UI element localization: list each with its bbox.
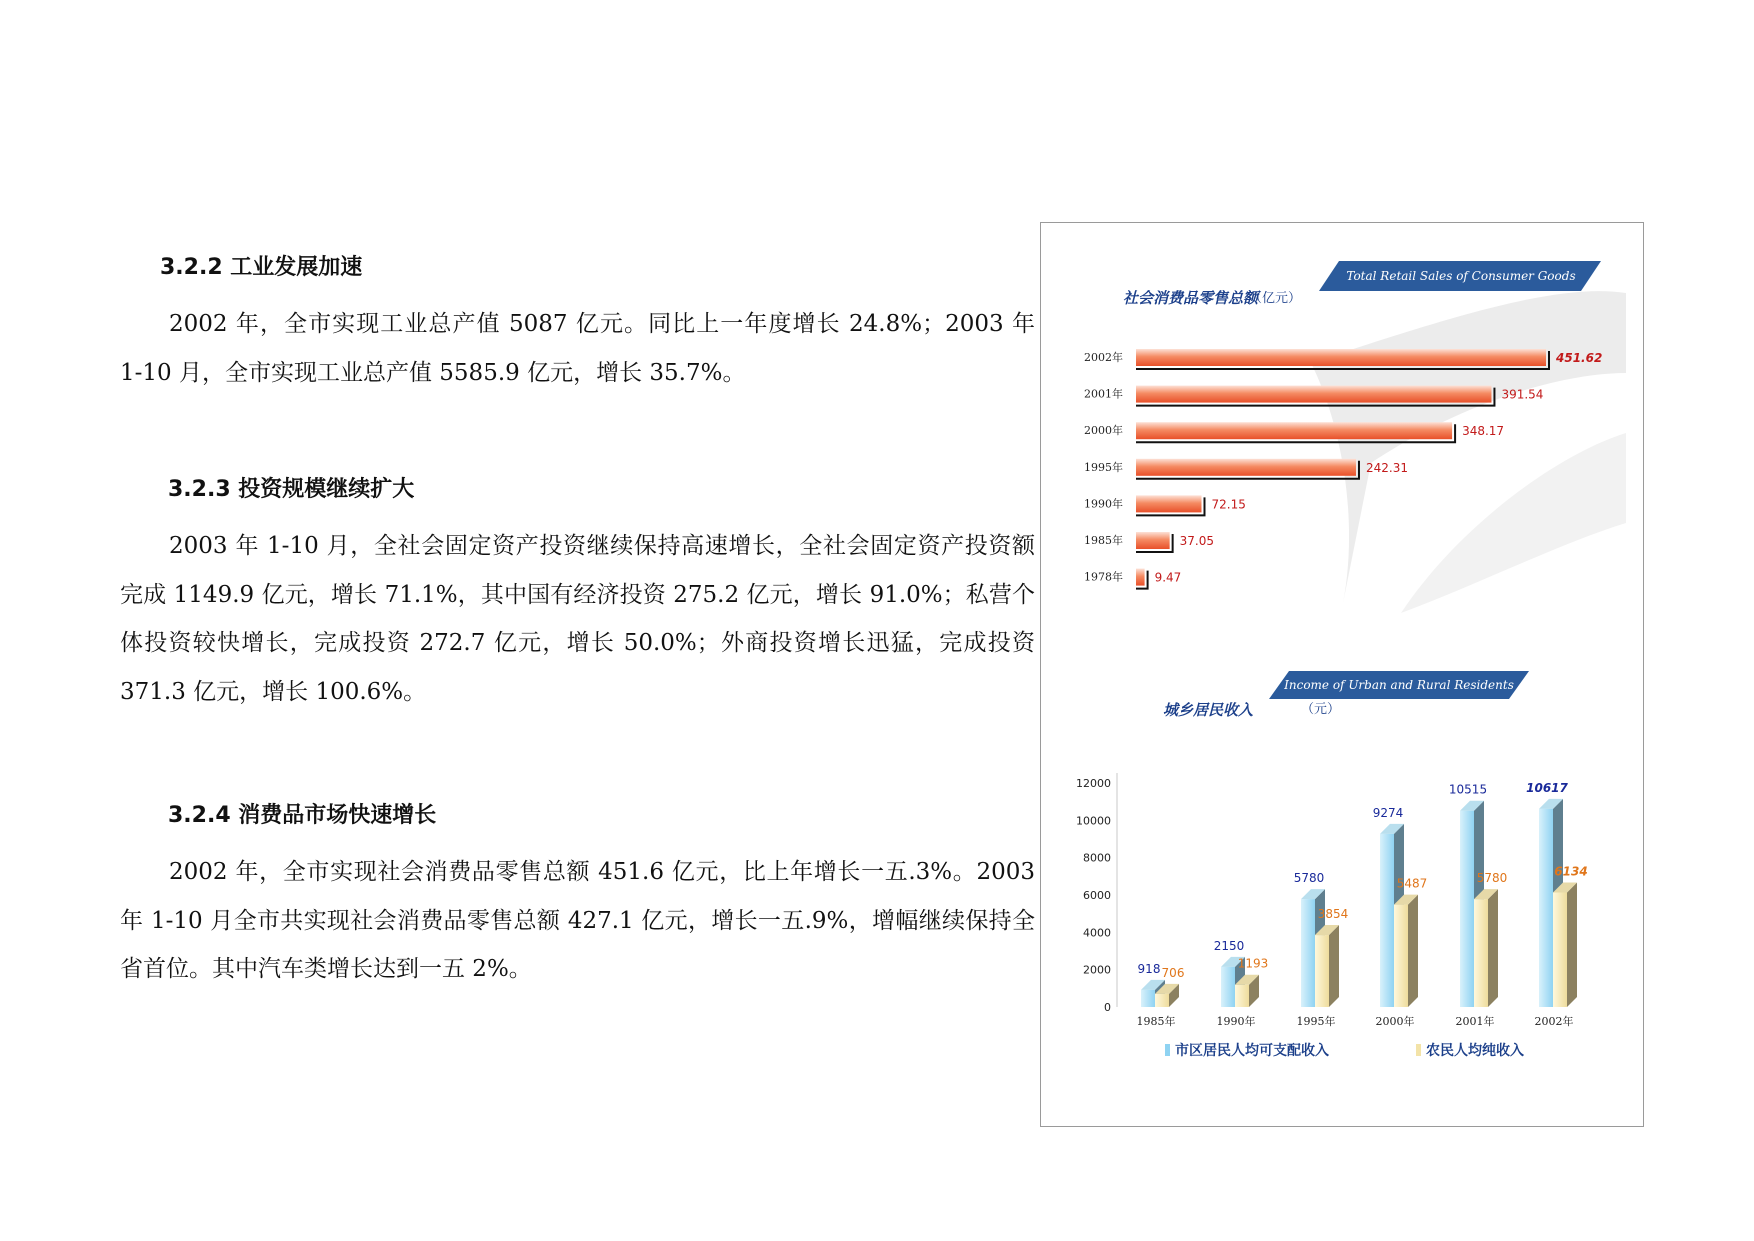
urban-income-value-label: 918: [1137, 961, 1161, 976]
income-y-tick-label: 10000: [1076, 814, 1111, 828]
income-unit: （元）: [1301, 702, 1341, 717]
urban-income-value-label: 9274: [1372, 805, 1404, 820]
retail-sales-title: 社会消费品零售总额: [1123, 289, 1259, 307]
retail-bar: [1136, 495, 1202, 512]
rural-income-bar-side: [1329, 925, 1339, 1007]
retail-bar: [1136, 386, 1491, 403]
income-y-tick-label: 4000: [1083, 926, 1111, 940]
income-category-label: 1990年: [1216, 1015, 1256, 1028]
rural-income-bar-side: [1488, 889, 1498, 1007]
retail-bar: [1136, 459, 1356, 476]
retail-category-label: 2002年: [1084, 351, 1123, 364]
retail-bar: [1136, 532, 1170, 549]
income-bars: [1076, 773, 1588, 1028]
rural-income-value-label: 5487: [1396, 876, 1428, 891]
income-category-label: 2002年: [1534, 1015, 1574, 1028]
rural-income-bar: [1474, 899, 1488, 1007]
legend-swatch-rural: [1416, 1044, 1421, 1056]
rural-income-value-label: 1193: [1237, 956, 1269, 971]
retail-value-label: 391.54: [1501, 387, 1544, 402]
retail-bar: [1136, 422, 1452, 439]
paragraph-consumer: [120, 848, 1035, 994]
section-heading-consumer: 3.2.4 消费品市场快速增长: [168, 803, 437, 828]
rural-income-bar-side: [1567, 882, 1577, 1007]
paragraph-consumer-text: 2002 年，全市实现社会消费品零售总额 451.6 亿元，比上年增长一五.3%。2003 年 1-10 月全市共实现社会消费品零售总额 427.1 亿元，增长一五.9%，增幅继续保持全省首位。其中汽车类增长达到一五 2%。: [120, 859, 1035, 982]
income-y-tick-label: 8000: [1083, 851, 1111, 865]
paragraph-investment: [120, 522, 1035, 716]
urban-income-bar: [1460, 811, 1474, 1007]
urban-income-value-label: 2150: [1213, 938, 1245, 953]
urban-income-bar: [1539, 809, 1553, 1007]
retail-value-label: 451.62: [1556, 351, 1603, 365]
rural-income-value-label: 3854: [1317, 907, 1349, 922]
retail-category-label: 2001年: [1084, 387, 1123, 401]
retail-sales-title-en: Total Retail Sales of Consumer Goods: [1346, 269, 1576, 283]
retail-bar: [1136, 569, 1145, 586]
retail-category-label: 1995年: [1084, 460, 1123, 474]
retail-value-label: 9.47: [1154, 570, 1182, 585]
rural-income-value-label: 5780: [1476, 871, 1508, 886]
income-title: 城乡居民收入: [1163, 701, 1254, 719]
rural-income-value-label: 6134: [1554, 864, 1588, 879]
legend-label-rural: 农民人均纯收入: [1426, 1043, 1524, 1059]
retail-value-label: 37.05: [1179, 534, 1214, 548]
income-y-tick-label: 12000: [1076, 777, 1111, 790]
urban-income-value-label: 10515: [1448, 782, 1488, 797]
income-y-tick-label: 0: [1104, 1001, 1111, 1014]
income-category-label: 2000年: [1375, 1015, 1415, 1028]
rural-income-value-label: 706: [1161, 965, 1185, 980]
legend-label-urban: 市区居民人均可支配收入: [1175, 1043, 1329, 1059]
income-y-tick-label: 2000: [1083, 963, 1111, 977]
retail-category-label: 1985年: [1084, 534, 1123, 547]
rural-income-bar: [1315, 935, 1329, 1007]
paragraph-industry: [120, 300, 1035, 397]
urban-income-bar: [1221, 967, 1235, 1007]
rural-income-bar: [1394, 905, 1408, 1007]
decorative-swoosh-2: [1401, 433, 1626, 613]
retail-bar: [1136, 349, 1546, 366]
section-heading-investment: 3.2.3 投资规模继续扩大: [168, 477, 415, 502]
urban-income-bar: [1380, 834, 1394, 1007]
rural-income-bar: [1155, 994, 1169, 1007]
urban-income-bar: [1141, 990, 1155, 1007]
paragraph-investment-text: 2003 年 1-10 月，全社会固定资产投资继续保持高速增长，全社会固定资产投资额完成 1149.9 亿元，增长 71.1%，其中国有经济投资 275.2 亿元，增长 91.0%；私营个体投资较快增长，完成投资 272.7 亿元，增长 50.0%；外商投资增长迅猛，完成投资 371.3 亿元，增长 100.6%。: [120, 533, 1035, 705]
urban-income-value-label: 5780: [1293, 871, 1325, 886]
retail-category-label: 2000年: [1084, 424, 1123, 438]
income-chart: [1076, 671, 1588, 1059]
retail-category-label: 1978年: [1084, 570, 1123, 584]
section-heading-industry: 3.2.2 工业发展加速: [160, 255, 363, 280]
rural-income-bar: [1553, 892, 1567, 1007]
retail-value-label: 242.31: [1365, 460, 1408, 475]
income-title-en: Income of Urban and Rural Residents: [1284, 678, 1514, 692]
rural-income-bar: [1235, 985, 1249, 1007]
income-legend: [1165, 1042, 1524, 1059]
retail-value-label: 72.15: [1211, 497, 1246, 512]
income-category-label: 2001年: [1455, 1015, 1495, 1028]
rural-income-bar-side: [1408, 895, 1418, 1007]
urban-income-value-label: 10617: [1526, 780, 1568, 795]
income-category-label: 1995年: [1296, 1015, 1336, 1028]
income-y-tick-label: 6000: [1083, 889, 1111, 902]
chart-panel: [1040, 222, 1644, 1127]
retail-sales-unit: （亿元）: [1249, 291, 1302, 306]
urban-income-bar: [1301, 899, 1315, 1007]
income-category-label: 1985年: [1136, 1015, 1176, 1028]
legend-swatch-urban: [1165, 1044, 1170, 1056]
paragraph-industry-text: 2002 年，全市实现工业总产值 5087 亿元。同比上一年度增长 24.8%；2003 年 1-10 月，全市实现工业总产值 5585.9 亿元，增长 35.7%。: [120, 311, 1035, 386]
charts-svg: [1041, 223, 1643, 1126]
retail-value-label: 348.17: [1462, 424, 1505, 439]
retail-category-label: 1990年: [1084, 497, 1123, 511]
